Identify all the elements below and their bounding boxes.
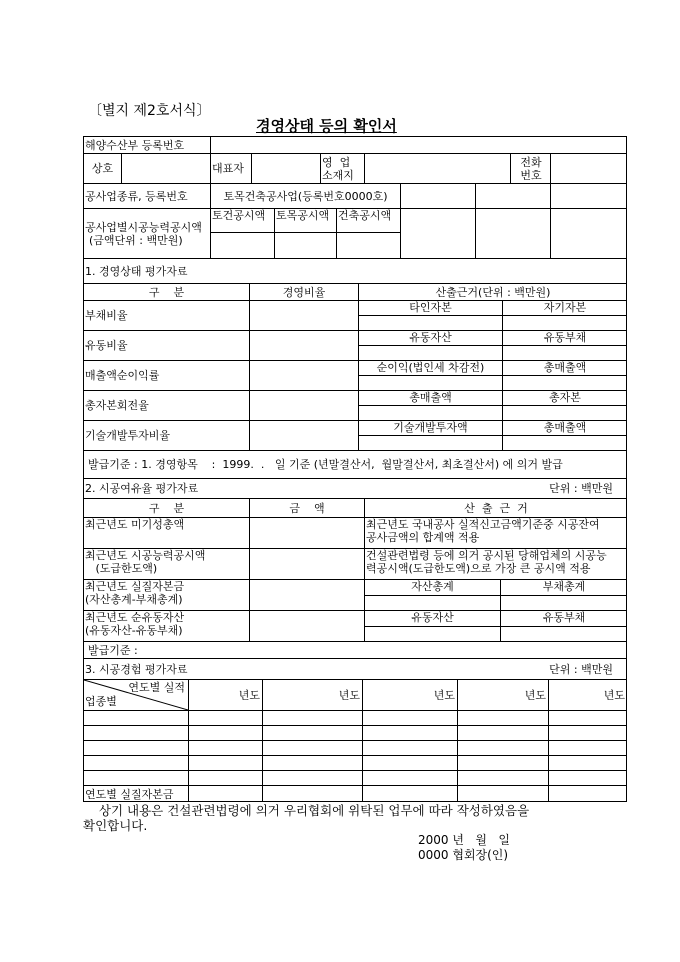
section3-cell[interactable]	[262, 770, 362, 785]
capacity-field[interactable]	[400, 208, 475, 258]
capacity-col-arch: 건축공시액	[336, 208, 400, 232]
section1-row-label: 부채비율	[83, 300, 249, 330]
section1-basis-field[interactable]	[502, 435, 627, 450]
section1-basis-field[interactable]	[502, 345, 627, 360]
section3-industry-cell[interactable]	[83, 755, 188, 770]
section1-col-basis: 산출근거(단위 : 백만원)	[358, 283, 627, 300]
section3-cell[interactable]	[188, 785, 262, 802]
section3-cell[interactable]	[262, 755, 362, 770]
section1-col-ratio: 경영비율	[249, 283, 358, 300]
business-type-value: 토목건축공사업(등록번호0000호)	[210, 183, 400, 208]
corner-top-label: 연도별 실적	[128, 681, 185, 694]
phone-label-line1: 전화	[520, 155, 542, 169]
section3-cell[interactable]	[188, 770, 262, 785]
section1-row-label: 매출액순이익률	[83, 360, 249, 390]
section2-col-amount: 금 액	[249, 498, 364, 517]
section1-basis-field[interactable]	[358, 345, 502, 360]
phone-field[interactable]	[550, 153, 627, 183]
section2-basis-text	[364, 517, 627, 548]
year-column-header: 년도	[262, 679, 362, 710]
document-title: 경영상태 등의 확인서	[256, 117, 397, 135]
section3-cell[interactable]	[262, 785, 362, 802]
registration-field[interactable]	[210, 136, 627, 153]
capacity-field[interactable]	[210, 232, 274, 258]
office-label-line1: 영 업	[322, 155, 351, 169]
section2-issue-basis: 발급기준 :	[83, 641, 627, 658]
section1-basis-label: 유동부채	[502, 330, 627, 345]
section2-row-label	[83, 610, 249, 641]
section3-cell[interactable]	[362, 785, 457, 802]
section2-row-label	[83, 548, 249, 579]
section1-title: 1. 경영상태 평가자료	[83, 258, 627, 283]
section2-row-label-line1: 최근년도 시공능력공시액	[85, 549, 206, 562]
section3-cell[interactable]	[362, 740, 457, 755]
corner-bottom-label: 업종별	[85, 695, 117, 708]
capacity-field[interactable]	[336, 232, 400, 258]
section3-industry-cell[interactable]	[83, 740, 188, 755]
section2-row-label-line2: (도급한도액)	[85, 562, 158, 575]
capacity-col-civil: 토목공시액	[274, 208, 336, 232]
section2-amount-field[interactable]	[249, 610, 364, 641]
section2-basis-line1: 건설관련법령 등에 의거 공시된 당해업체의 시공능	[366, 549, 607, 562]
signature-line: 0000 협회장(인)	[418, 848, 509, 862]
section2-row-label	[83, 579, 249, 610]
section2-row-label-line1: 최근년도 미기성총액	[85, 518, 185, 531]
section3-cell[interactable]	[262, 740, 362, 755]
section1-basis-label: 총자본	[502, 390, 627, 405]
section2-split-label: 유동부채	[500, 610, 627, 626]
section3-cell[interactable]	[362, 710, 457, 725]
section1-ratio-field[interactable]	[249, 390, 358, 420]
section3-cell[interactable]	[262, 710, 362, 725]
section2-amount-field[interactable]	[249, 548, 364, 579]
section1-ratio-field[interactable]	[249, 360, 358, 390]
form-number-label: 〔별지 제2호서식〕	[88, 103, 211, 119]
section1-basis-field[interactable]	[358, 315, 502, 330]
phone-label	[510, 153, 550, 183]
ceo-field[interactable]	[251, 153, 320, 183]
section3-cell[interactable]	[188, 710, 262, 725]
capacity-field[interactable]	[274, 232, 336, 258]
section3-cell[interactable]	[457, 770, 548, 785]
section3-cell[interactable]	[262, 725, 362, 740]
section1-ratio-field[interactable]	[249, 300, 358, 330]
registration-label: 해양수산부 등록번호	[83, 136, 210, 153]
date-line: 2000 년 월 일	[418, 833, 511, 847]
business-type-field[interactable]	[475, 183, 550, 208]
section3-cell[interactable]	[457, 710, 548, 725]
section2-row-label-line2: (자산총계-부채총계)	[85, 593, 183, 606]
year-column-header: 년도	[548, 679, 627, 710]
section1-basis-label: 총매출액	[502, 360, 627, 375]
section2-split-field[interactable]	[364, 595, 500, 610]
section3-cell[interactable]	[457, 785, 548, 802]
section3-title: 3. 시공경험 평가자료	[85, 662, 188, 676]
capacity-label-line1: 공사업별시공능력공시액	[85, 220, 202, 234]
section2-basis-line2: 력공시액(도급한도액)으로 가장 큰 공시액 적용	[366, 562, 591, 575]
section3-cell[interactable]	[362, 755, 457, 770]
section2-split-field[interactable]	[500, 626, 627, 641]
section3-industry-cell[interactable]	[83, 725, 188, 740]
section2-row-label-line2: (유동자산-유동부채)	[85, 624, 183, 637]
section2-split-label: 부채총계	[500, 579, 627, 595]
section2-amount-field[interactable]	[249, 579, 364, 610]
section1-col-category: 구 분	[83, 283, 249, 300]
section2-title: 2. 시공여유율 평가자료	[85, 482, 199, 495]
section3-cell[interactable]	[548, 740, 627, 755]
section3-header	[83, 658, 627, 679]
section1-basis-label: 타인자본	[358, 300, 502, 315]
section2-split-field[interactable]	[500, 595, 627, 610]
section2-unit: 단위 : 백만원	[549, 482, 613, 495]
section3-cell[interactable]	[457, 725, 548, 740]
section3-cell[interactable]	[188, 725, 262, 740]
section3-cell[interactable]	[548, 770, 627, 785]
ceo-label: 대표자	[210, 153, 251, 183]
section1-row-label: 기술개발투자비율	[83, 420, 249, 450]
business-type-label: 공사업종류, 등록번호	[83, 183, 210, 208]
section1-basis-field[interactable]	[358, 405, 502, 420]
section3-cell[interactable]	[188, 755, 262, 770]
section2-split-field[interactable]	[364, 626, 500, 641]
section3-corner-cell	[83, 679, 188, 710]
company-label: 상호	[83, 153, 121, 183]
section1-basis-field[interactable]	[502, 315, 627, 330]
statement-line1: 상기 내용은 건설관련법령에 의거 우리협회에 위탁된 업무에 따라 작성하였음을	[83, 803, 530, 818]
section3-unit: 단위 : 백만원	[549, 662, 613, 676]
section2-amount-field[interactable]	[249, 517, 364, 548]
section1-basis-label: 자기자본	[502, 300, 627, 315]
section2-col-category: 구 분	[83, 498, 249, 517]
section2-split-label: 유동자산	[364, 610, 500, 626]
section2-basis-line2: 공사금액의 합계액 적용	[366, 531, 480, 544]
section1-basis-label: 유동자산	[358, 330, 502, 345]
section3-cell[interactable]	[548, 755, 627, 770]
business-type-field[interactable]	[400, 183, 475, 208]
office-field[interactable]	[364, 153, 510, 183]
section1-basis-label: 총매출액	[358, 390, 502, 405]
capacity-label-line2: (금액단위 : 백만원)	[89, 233, 183, 247]
section2-row-label-line1: 최근년도 실질자본금	[85, 580, 185, 593]
capacity-label	[83, 208, 210, 258]
section1-basis-label: 총매출액	[502, 420, 627, 435]
section2-col-basis: 산 출 근 거	[364, 498, 627, 517]
year-column-header: 년도	[188, 679, 262, 710]
statement-line2: 확인합니다.	[83, 818, 148, 833]
section3-industry-cell[interactable]	[83, 710, 188, 725]
section2-row-label	[83, 517, 249, 548]
section3-cell[interactable]	[548, 710, 627, 725]
capacity-field[interactable]	[475, 208, 550, 258]
office-label	[320, 153, 364, 183]
section1-basis-label: 기술개발투자액	[358, 420, 502, 435]
section1-ratio-field[interactable]	[249, 420, 358, 450]
section1-issue-basis: 발급기준 : 1. 경영항목 : 1999. . 일 기준 (년말결산서, 월말결산서, 최초결산서) 에 의거 발급	[83, 450, 627, 478]
section1-basis-field[interactable]	[358, 435, 502, 450]
phone-label-line2: 번호	[520, 168, 542, 182]
section2-header	[83, 478, 627, 498]
section3-cell[interactable]	[362, 725, 457, 740]
section3-cell[interactable]	[362, 770, 457, 785]
section3-footer-row-label: 연도별 실질자본금	[83, 785, 188, 802]
year-column-header: 년도	[457, 679, 548, 710]
section3-cell[interactable]	[457, 755, 548, 770]
section3-cell[interactable]	[548, 785, 627, 802]
office-label-line2: 소재지	[322, 168, 354, 182]
section3-industry-cell[interactable]	[83, 770, 188, 785]
section1-row-label: 총자본회전율	[83, 390, 249, 420]
section1-ratio-field[interactable]	[249, 330, 358, 360]
section2-split-label: 자산총계	[364, 579, 500, 595]
business-type-field[interactable]	[550, 183, 627, 208]
section1-row-label: 유동비율	[83, 330, 249, 360]
section3-cell[interactable]	[457, 740, 548, 755]
section1-basis-label: 순이익(법인세 차감전)	[358, 360, 502, 375]
section1-basis-field[interactable]	[502, 375, 627, 390]
company-field[interactable]	[121, 153, 210, 183]
section2-basis-text	[364, 548, 627, 579]
capacity-col-civil-arch: 토건공시액	[210, 208, 274, 232]
capacity-field[interactable]	[550, 208, 627, 258]
section3-cell[interactable]	[548, 725, 627, 740]
section2-basis-line1: 최근년도 국내공사 실적신고금액기준중 시공잔여	[366, 518, 600, 531]
year-column-header: 년도	[362, 679, 457, 710]
section2-row-label-line1: 최근년도 순유동자산	[85, 611, 185, 624]
confirmation-form	[83, 136, 627, 802]
section1-basis-field[interactable]	[358, 375, 502, 390]
section1-basis-field[interactable]	[502, 405, 627, 420]
section3-cell[interactable]	[188, 740, 262, 755]
